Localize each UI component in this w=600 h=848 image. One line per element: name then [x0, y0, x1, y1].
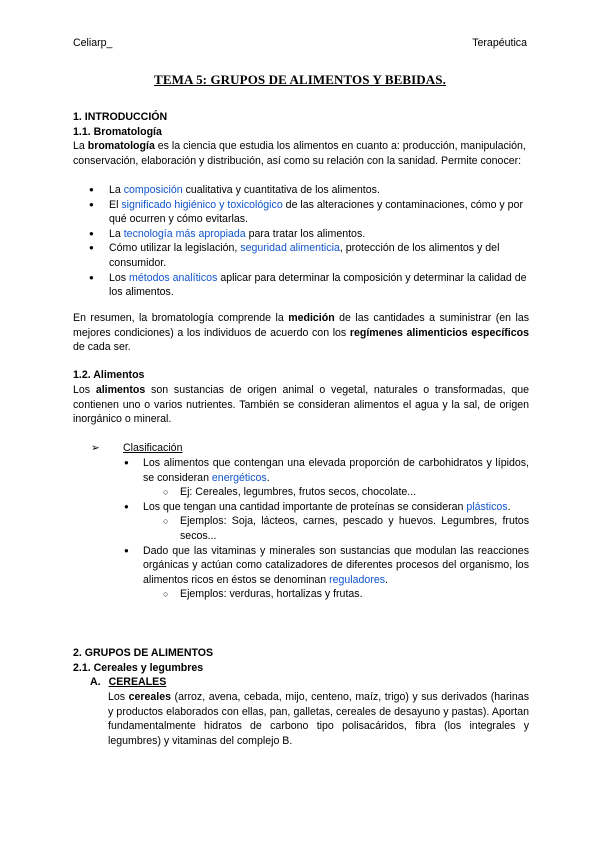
list-item: ● Los alimentos que contengan una elevada proporción de carbohidratos y lípidos, se consideran energéticos.: [73, 456, 529, 485]
list-item: ● Los métodos analíticos aplicar para determinar la composición y determinar la calidad de los alimentos.: [73, 271, 529, 300]
subsection-a-heading: A. CEREALES: [90, 676, 167, 688]
list-item: ● Dado que las vitaminas y minerales son sustancias que modulan las reacciones orgánicas y actúan como catalizadores de diferentes procesos del organismo, los alimentos ricos en éstos se denominan reguladores.: [73, 544, 529, 588]
section-2-heading: 2. GRUPOS DE ALIMENTOS: [73, 647, 214, 659]
bromatologia-paragraph: La bromatología es la ciencia que estudia los alimentos en cuanto a: producción, manipulación, conservación, elaboración y distribución, así como su relación con la sanidad. Permite conocer:: [73, 140, 526, 167]
summary-paragraph: En resumen, la bromatología comprende la medición de las cantidades a suministrar (en las mejores condiciones) a los individuos de acuerdo con los regímenes alimenticios específicos de cada ser.: [73, 312, 530, 354]
list-subitem: ○ Ejemplos: verduras, hortalizas y frutas.: [73, 587, 529, 602]
list-item: ● Los que tengan una cantidad importante de proteínas se consideran plásticos.: [73, 500, 529, 515]
list-item: ● Cómo utilizar la legislación, seguridad alimenticia, protección de los alimentos y del consumidor.: [73, 241, 529, 270]
section-1-2-heading: 1.2. Alimentos: [73, 369, 145, 381]
clasificacion-item: ➢ Clasificación: [73, 441, 182, 456]
list-item: ● La composición cualitativa y cuantitativa de los alimentos.: [73, 183, 529, 198]
section-1-heading: 1. INTRODUCCIÓN: [73, 111, 168, 123]
list-subitem: ○ Ejemplos: Soja, lácteos, carnes, pescado y huevos. Legumbres, frutos secos...: [73, 514, 529, 543]
alimentos-paragraph: Los alimentos son sustancias de origen animal o vegetal, naturales o transformadas, que contienen uno o varios nutrientes. También se consideran alimentos el agua y la sal, de origen inorgánico o mineral.: [73, 384, 529, 426]
bromatologia-list: [73, 183, 529, 300]
header-right: Terapéutica: [472, 37, 527, 49]
arrow-icon: ➢: [91, 442, 100, 454]
page-title: TEMA 5: GRUPOS DE ALIMENTOS Y BEBIDAS.: [154, 72, 446, 87]
clasificacion-list: [73, 456, 529, 602]
list-subitem: ○ Ej: Cereales, legumbres, frutos secos, chocolate...: [73, 485, 529, 500]
header-left: Celiarp_: [73, 37, 113, 49]
section-1-1-heading: 1.1. Bromatología: [73, 126, 162, 138]
cereales-paragraph: Los cereales (arroz, avena, cebada, mijo, centeno, maíz, trigo) y sus derivados (harinas y productos elaborados con ellas, pan, galletas, cereales de desayuno y pastas). Aportan fundamentalmente hidratos de carbono tipo polisacáridos, fibra (los integrales y legumbres) y vitaminas del complejo B.: [108, 691, 529, 747]
list-item: ● La tecnología más apropiada para tratar los alimentos.: [73, 227, 529, 242]
section-2-1-heading: 2.1. Cereales y legumbres: [73, 662, 204, 674]
list-item: ● El significado higiénico y toxicológico de las alteraciones y contaminaciones, cómo y por qué ocurren y cómo evitarlas.: [73, 198, 529, 227]
